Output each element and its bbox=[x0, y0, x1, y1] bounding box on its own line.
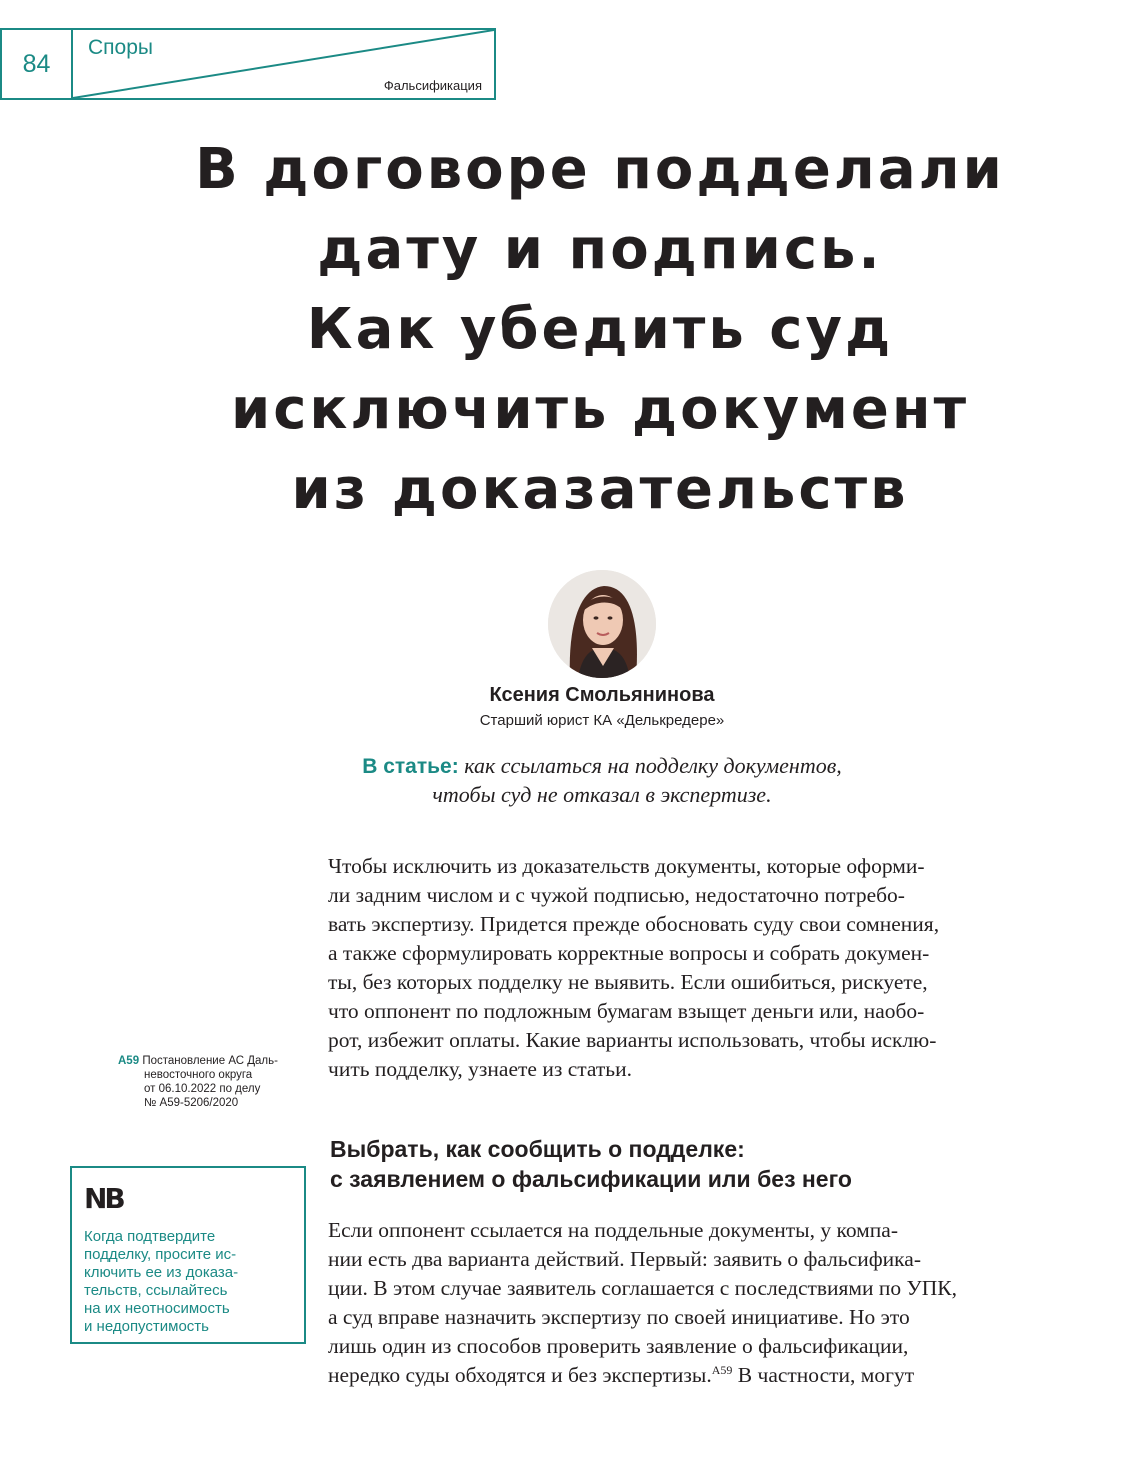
paragraph-line: вать экспертизу. Придется прежде обосновать суду свои сомнения, bbox=[328, 912, 940, 936]
line-end: В частности, могут bbox=[732, 1363, 915, 1387]
lead-label: В статье: bbox=[362, 755, 459, 778]
topic-label: Фальсификация bbox=[383, 78, 482, 93]
footnote-ref: А59 bbox=[118, 1055, 140, 1067]
author-name: Ксения Смольянинова bbox=[489, 684, 715, 706]
nb-callout bbox=[70, 1166, 306, 1344]
title-line: исключить документ bbox=[230, 377, 970, 442]
paragraph-line: рот, избежит оплаты. Какие варианты использовать, чтобы исклю- bbox=[328, 1028, 937, 1052]
author-avatar bbox=[548, 570, 656, 678]
nb-line: ключить ее из доказа- bbox=[84, 1264, 239, 1281]
nb-line: на их неотносимость bbox=[84, 1300, 230, 1317]
article-lead bbox=[300, 752, 904, 809]
paragraph-line: ции. В этом случае заявитель соглашается с последствиями по УПК, bbox=[328, 1276, 958, 1300]
paragraph-line: нии есть два варианта действий. Первый: заявить о фальсифика- bbox=[328, 1247, 922, 1271]
nb-line: и недопустимость bbox=[84, 1318, 209, 1335]
page-header bbox=[0, 28, 496, 100]
footnote-line: Постановление АС Даль- bbox=[142, 1055, 278, 1067]
paragraph-line: что оппонент по подложным бумагам взыщет деньги или, наобо- bbox=[328, 999, 925, 1023]
page-number: 84 bbox=[2, 30, 73, 98]
author-portrait-icon bbox=[548, 570, 656, 678]
section-paragraph bbox=[328, 1216, 1068, 1390]
footnote-marker: А59 bbox=[711, 1362, 733, 1377]
footnote-line: № А59-5206/2020 bbox=[144, 1097, 239, 1109]
title-line: В договоре подделали bbox=[195, 137, 1005, 202]
lead-line-1: как ссылаться на подделку документов, bbox=[464, 753, 842, 778]
title-line: Как убедить суд bbox=[306, 297, 894, 362]
footnote-sidenote bbox=[118, 1054, 318, 1110]
article-title bbox=[120, 130, 1080, 530]
lead-line-2: чтобы суд не отказал в экспертизе. bbox=[432, 782, 772, 807]
author-role: Старший юрист КА «Делькредере» bbox=[479, 712, 725, 729]
title-line: дату и подпись. bbox=[317, 217, 883, 282]
paragraph-line: а также сформулировать корректные вопросы и собрать докумен- bbox=[328, 941, 930, 965]
nb-line: подделку, просите ис- bbox=[84, 1246, 237, 1263]
section-heading bbox=[330, 1134, 1030, 1194]
paragraph-line: Чтобы исключить из доказательств документы, которые оформи- bbox=[328, 854, 925, 878]
title-line: из доказательств bbox=[291, 457, 909, 522]
paragraph-line bbox=[328, 1361, 1068, 1390]
footnote-line: от 06.10.2022 по делу bbox=[144, 1083, 261, 1095]
nb-title: NB bbox=[84, 1182, 123, 1215]
nb-line: тельств, ссылайтесь bbox=[84, 1282, 228, 1299]
paragraph-line: ли задним числом и с чужой подписью, недостаточно потребо- bbox=[328, 883, 905, 907]
paragraph-line: лишь один из способов проверить заявление о фальсификации, bbox=[328, 1334, 909, 1358]
heading-line: Выбрать, как сообщить о подделке: bbox=[330, 1136, 745, 1162]
paragraph-line: Если оппонент ссылается на поддельные документы, у компа- bbox=[328, 1218, 898, 1242]
section-label: Споры bbox=[88, 36, 153, 59]
line-start: нередко суды обходятся и без экспертизы. bbox=[328, 1363, 712, 1387]
paragraph-line: ты, без которых подделку не выявить. Если ошибиться, рискуете, bbox=[328, 970, 928, 994]
nb-text bbox=[84, 1228, 292, 1336]
intro-paragraph bbox=[328, 852, 1068, 1084]
paragraph-line: чить подделку, узнаете из статьи. bbox=[328, 1057, 632, 1081]
footnote-line: невосточного округа bbox=[144, 1069, 253, 1081]
heading-line: с заявлением о фальсификации или без него bbox=[330, 1166, 852, 1192]
paragraph-line: а суд вправе назначить экспертизу по своей инициативе. Но это bbox=[328, 1305, 910, 1329]
nb-line: Когда подтвердите bbox=[84, 1228, 216, 1245]
